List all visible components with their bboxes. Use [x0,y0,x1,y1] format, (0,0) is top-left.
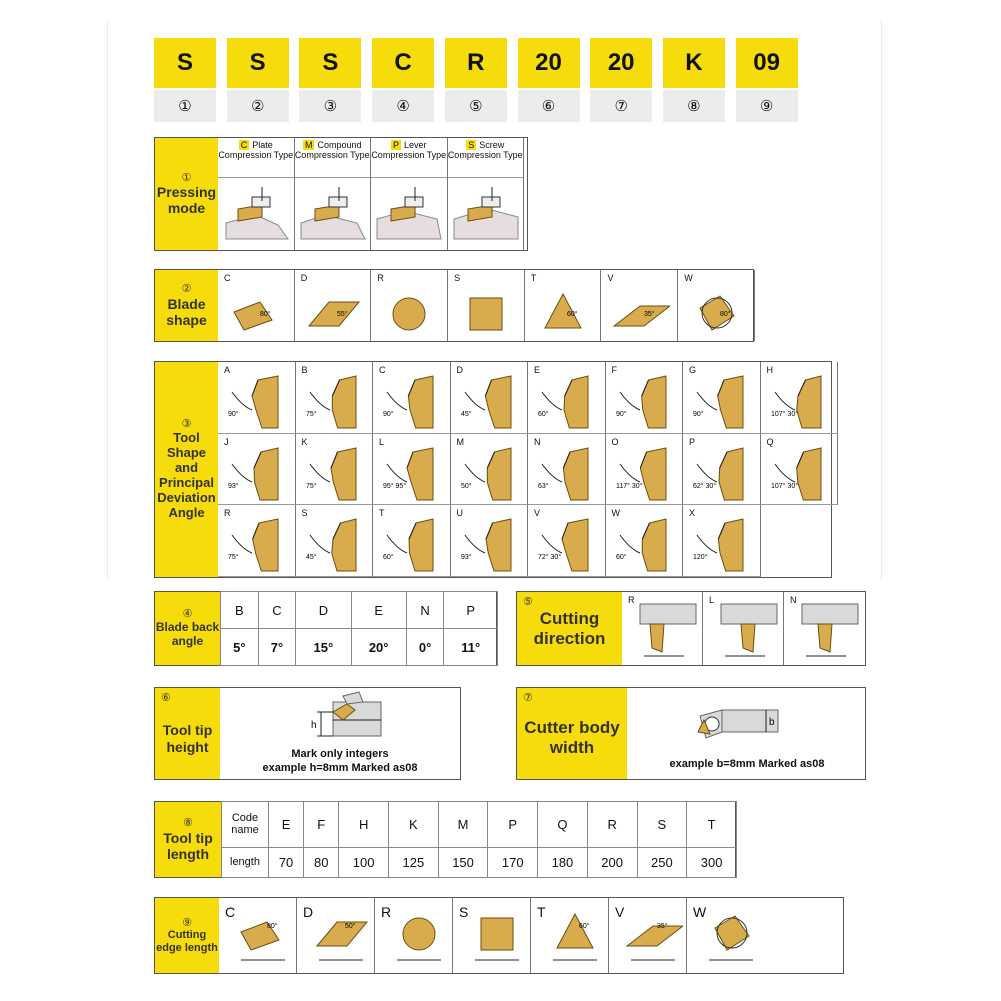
blade-shape-cell [218,270,295,341]
cutting-direction-letter: R [628,595,635,605]
blade-shape-num: ② [181,283,192,296]
code-letter-box: 09 [736,38,798,88]
tip-length-code: T [687,802,737,848]
back-angle-value: 5° [221,629,259,666]
section-back-angle [154,591,497,666]
tip-length-code: M [438,802,488,848]
tool-shape-diagram [222,509,292,573]
tool-shape-diagram [687,366,757,430]
back-angle-title: Blade back angle [155,620,220,648]
tool-shape-cell [296,434,374,506]
tool-shape-diagram [377,438,447,502]
tip-length-code: K [388,802,438,848]
tool-shape-label [155,362,218,577]
cutting-direction-num: ⑤ [523,596,533,608]
tip-length-code: E [269,802,304,848]
edge-length-diagram [311,906,371,966]
body-width-title: Cutter body width [524,717,620,757]
code-number-box: ⑧ [663,90,725,122]
tool-shape-angle: 95° 95° [383,482,407,490]
tool-shape-letter: W [611,508,620,519]
cutting-direction-letter: N [790,595,797,605]
pressing-type-title: Plate Compression Type [218,140,294,161]
tip-height-diagram [303,690,393,742]
tip-length-code: F [304,802,339,848]
code-letter-box: S [227,38,289,88]
code-number-box: ② [227,90,289,122]
tool-shape-angle: 90° [228,411,239,418]
tip-length-header-code: Code name [222,802,269,848]
pressing-type-letter: C [240,140,248,150]
tip-length-code: H [339,802,389,848]
edge-length-letter: T [537,904,546,920]
blade-shape-cell [602,270,679,341]
cutting-direction-diagram [707,598,783,662]
tool-shape-num: ③ [181,418,192,431]
tool-shape-angle: 75° [305,411,317,418]
tool-shape-cell [451,434,529,506]
tip-length-table [221,801,737,878]
tool-shape-letter: J [224,436,229,447]
tool-shape-letter: S [301,508,308,519]
edge-length-cell [297,898,375,973]
tool-shape-letter: U [456,508,463,519]
tool-shape-diagram [300,366,370,430]
blade-shape-angle: 35° [643,311,655,318]
tool-shape-letter: O [611,436,619,447]
tip-length-code: Q [538,802,588,848]
code-number-box: ⑥ [518,90,580,122]
tip-height-mark: h [311,720,317,731]
edge-length-letter: V [615,904,625,920]
tool-shape-diagram [765,366,835,430]
edge-length-cell [687,898,765,973]
back-angle-code-row [221,592,498,629]
section-blade-shape [154,269,754,342]
edge-length-letter: R [381,904,392,920]
tip-length-value: 100 [339,847,389,877]
tool-shape-diagram [222,366,292,430]
tool-shape-letter: F [611,365,617,375]
tip-length-value: 250 [637,847,687,877]
tool-shape-cell [373,362,451,434]
back-angle-value: 0° [406,629,444,666]
code-letter-box: C [372,38,434,88]
blade-shape-title: Blade shape [166,295,207,328]
blade-shape-angle: 80° [260,311,271,318]
tip-length-code: P [488,802,538,848]
code-number-box: ④ [372,90,434,122]
code-letter-box: 20 [590,38,652,88]
pressing-type-cell [371,138,448,250]
blade-shape-diagram [533,286,593,338]
tool-shape-diagram [610,438,680,502]
edge-length-label [155,898,219,973]
tool-shape-angle: 90° [383,411,394,418]
blade-shape-diagram [303,286,363,338]
blade-shape-angle: 80° [720,311,731,318]
back-angle-value-row [221,629,498,666]
section-pressing-mode [154,137,528,251]
tool-shape-letter: K [301,436,308,447]
edge-length-angle: 60° [579,923,590,930]
cutting-direction-cell [622,592,703,665]
tool-shape-angle: 107° 30° [770,482,798,490]
tool-shape-cell [761,362,839,434]
tool-shape-angle: 62° 30° [693,482,717,490]
cutting-direction-diagram [788,598,864,662]
back-angle-label [155,592,220,665]
tip-height-label [155,688,220,779]
back-angle-code: E [351,592,406,629]
tip-length-value: 70 [269,847,304,877]
edge-length-letter: W [693,904,707,920]
tool-shape-diagram [455,438,525,502]
tool-shape-angle: 60° [615,554,627,562]
tip-length-code-row [222,802,737,848]
page-guide-left [107,20,108,580]
blade-shape-letter: D [300,273,308,283]
tool-shape-angle: 90° [693,411,704,418]
tip-length-value: 80 [304,847,339,877]
tool-shape-diagram [687,509,757,573]
back-angle-code: P [444,592,498,629]
edge-length-diagram [233,906,293,966]
cutting-direction-cell [703,592,784,665]
tool-shape-diagram [610,366,680,430]
pressing-type-letter: S [468,140,475,150]
section-tool-shape [154,361,832,578]
edge-length-angle: 50° [345,923,356,930]
tool-shape-angle: 93° [228,482,239,490]
tool-shape-letter: L [379,436,385,447]
blade-shape-letter: W [684,273,693,283]
tool-shape-letter: D [456,365,463,375]
back-angle-table [220,591,498,666]
edge-length-diagram [545,906,605,966]
edge-length-cell [609,898,687,973]
pressing-type-diagram [295,179,371,249]
back-angle-code: N [406,592,444,629]
cutting-direction-label [517,592,622,665]
tool-shape-diagram [532,509,602,573]
tool-shape-diagram [300,438,370,502]
pressing-type-letter: P [392,140,399,150]
edge-length-angle: 35° [657,923,668,930]
tool-shape-letter: N [534,436,541,447]
edge-length-cell [453,898,531,973]
pressing-type-diagram [448,179,524,249]
cutting-direction-diagram [626,598,702,662]
tip-length-value: 200 [587,847,637,877]
tool-shape-letter: T [379,508,385,519]
tool-shape-letter: X [689,508,696,519]
tool-shape-cell [606,505,684,577]
back-angle-value: 20° [351,629,406,666]
tool-shape-letter: M [456,436,464,447]
tip-length-value: 125 [388,847,438,877]
tool-shape-angle: 60° [538,411,549,418]
back-angle-value: 7° [258,629,296,666]
section-tip-height [154,687,461,780]
tool-shape-letter: E [534,365,541,375]
blade-shape-diagram [610,286,670,338]
edge-length-letter: C [225,904,236,920]
tool-shape-cell [373,434,451,506]
tip-length-code: S [637,802,687,848]
tool-shape-cell [606,362,684,434]
pressing-type-header [371,138,447,178]
pressing-mode-label [155,138,218,250]
edge-length-diagram [623,906,683,966]
code-number-box: ⑨ [736,90,798,122]
blade-shape-diagram [456,286,516,338]
tool-shape-diagram [455,509,525,573]
tip-height-num: ⑥ [161,692,171,704]
pressing-type-title: Lever Compression Type [371,140,447,161]
tool-shape-diagram [610,509,680,573]
blade-shape-letter: R [377,273,384,283]
tool-shape-angle: 107° 30° [770,411,798,418]
tool-shape-diagram [455,366,525,430]
edge-length-cell [531,898,609,973]
pressing-type-diagram [218,179,294,249]
tool-shape-cell [683,505,761,577]
edge-length-diagram [467,906,527,966]
edge-length-letter: D [303,904,314,920]
tip-height-note2: example h=8mm Marked as08 [262,762,418,774]
edge-length-num: ⑨ [182,916,192,929]
pressing-type-cell [448,138,525,250]
body-width-mark: b [769,717,775,728]
pressing-type-title: Screw Compression Type [447,140,523,161]
tool-shape-diagram [532,366,602,430]
blade-shape-cell [371,270,448,341]
pressing-mode-title: Pressing mode [156,184,217,217]
tool-shape-angle: 50° [460,482,472,490]
tip-length-num: ⑧ [183,817,193,830]
tool-shape-letter: C [379,365,386,375]
pressing-type-title: Compound Compression Type [294,140,370,161]
tool-shape-letter: B [301,365,308,375]
back-angle-code: C [258,592,296,629]
tool-shape-letter: V [534,508,541,519]
tool-shape-letter: H [766,365,773,375]
blade-shape-cell [448,270,525,341]
blade-shape-diagram [686,286,746,338]
body-width-note: example b=8mm Marked as08 [669,758,825,770]
body-width-label [517,688,627,779]
tool-shape-angle: 60° [383,554,394,562]
tool-shape-cell [528,434,606,506]
pressing-type-header [295,138,371,178]
tool-shape-angle: 45° [460,411,472,418]
edge-length-diagram [389,906,449,966]
edge-length-cell [375,898,453,973]
tip-height-title: Tool tip height [162,722,213,755]
tip-length-title: Tool tip length [163,829,213,862]
code-letter-box: R [445,38,507,88]
blade-shape-angle: 55° [336,311,348,318]
edge-length-title: Cutting edge length [156,929,218,954]
blade-shape-letter: C [224,273,231,283]
body-width-num: ⑦ [523,692,533,704]
section-cutting-direction [516,591,866,666]
cutting-direction-letter: L [709,595,715,605]
tool-shape-letter: G [689,365,697,375]
tool-shape-cell [683,362,761,434]
code-number-box: ⑤ [445,90,507,122]
tool-shape-cell [296,362,374,434]
tool-shape-diagram [300,509,370,573]
pressing-type-header [448,138,524,178]
tip-length-value: 170 [488,847,538,877]
section-body-width [516,687,866,780]
tool-shape-cell [296,505,374,577]
body-width-diagram [692,702,782,742]
pressing-type-letter: M [304,140,313,150]
blade-shape-letter: T [530,273,537,283]
pressing-mode-num: ① [181,171,192,184]
code-number-box: ③ [299,90,361,122]
section-edge-length [154,897,844,974]
blade-shape-cell [525,270,602,341]
back-angle-num: ④ [182,608,193,621]
tool-shape-angle: 72° 30° [538,554,562,562]
code-letter-box: S [154,38,216,88]
pressing-type-cell [218,138,295,250]
blade-shape-letter: V [607,273,614,283]
tool-shape-letter: R [224,508,231,519]
code-number-box: ⑦ [590,90,652,122]
tool-shape-diagram [222,438,292,502]
tip-length-value: 300 [687,847,737,877]
code-letter-box: 20 [518,38,580,88]
blade-shape-angle: 60° [566,311,578,318]
tool-shape-cell [373,505,451,577]
tip-height-note1: Mark only integers [291,748,389,760]
blade-shape-letter: S [454,273,461,283]
tool-shape-angle: 120° [693,554,708,562]
back-angle-code: B [221,592,259,629]
edge-length-letter: S [459,904,469,920]
tool-shape-angle: 45° [305,554,317,562]
tool-shape-letter: A [224,365,231,375]
edge-length-angle: 80° [267,923,278,930]
code-letter-box: S [299,38,361,88]
tool-shape-cell [218,362,296,434]
cutting-direction-cell [784,592,865,665]
tool-shape-angle: 117° 30° [615,482,642,490]
tool-shape-diagram [377,509,447,573]
tool-shape-cell [218,434,296,506]
page-guide-right [881,20,882,580]
tool-shape-letter: Q [766,436,774,447]
tool-shape-cell [528,505,606,577]
tool-shape-angle: 90° [615,411,627,418]
tool-shape-diagram [532,438,602,502]
tool-shape-title: Tool Shape and Principal Deviation Angle [157,430,216,520]
tool-shape-letter: P [689,436,696,447]
back-angle-value: 11° [444,629,498,666]
tool-shape-cell [761,434,839,506]
edge-length-diagram [701,906,761,966]
tool-shape-cell [451,362,529,434]
blade-shape-diagram [379,286,439,338]
tip-length-value: 150 [438,847,488,877]
tool-shape-cell [683,434,761,506]
pressing-type-diagram [371,179,447,249]
pressing-type-cell [295,138,372,250]
tip-length-value-row [222,847,737,877]
back-angle-value: 15° [296,629,351,666]
tool-shape-cell [528,362,606,434]
code-letter-box: K [663,38,725,88]
tip-length-header-length: length [222,847,269,877]
tool-shape-diagram [377,366,447,430]
tool-shape-angle: 75° [305,482,317,490]
tool-shape-cell [606,434,684,506]
blade-shape-diagram [226,286,286,338]
tool-shape-diagram [687,438,757,502]
blade-shape-cell [678,270,755,341]
tool-shape-diagram [765,438,835,502]
tip-length-code: R [587,802,637,848]
tip-length-value: 180 [538,847,588,877]
tool-shape-cell [451,505,529,577]
tool-shape-angle: 75° [228,554,239,562]
tool-shape-cell [218,505,296,577]
cutting-direction-title: Cutting direction [533,608,606,648]
blade-shape-label [155,270,218,341]
edge-length-cell [219,898,297,973]
blade-shape-cell [295,270,372,341]
tool-shape-angle: 63° [538,482,549,490]
code-number-box: ① [154,90,216,122]
section-tip-length [154,801,736,878]
pressing-type-header [218,138,294,178]
back-angle-code: D [296,592,351,629]
tool-shape-angle: 93° [460,554,472,562]
tip-length-label [155,802,221,877]
